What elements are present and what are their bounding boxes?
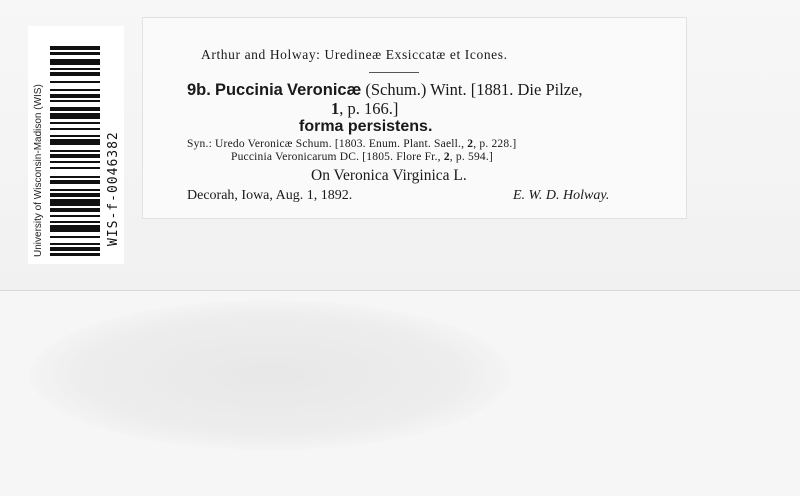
forma-name: forma persistens. <box>299 118 433 135</box>
volume-number: 1 <box>331 99 340 118</box>
exsiccata-number: 9b. <box>187 81 211 99</box>
reference: [1881. Die Pilze, <box>470 80 583 99</box>
title-divider <box>369 72 419 73</box>
synonym-2: Puccinia Veronicarum DC. [1805. Flore Fr., 2, p. 594.] <box>231 151 493 163</box>
collector-name: E. W. D. Holway. <box>513 188 610 203</box>
authority: (Schum.) Wint. <box>365 80 467 99</box>
barcode-label <box>28 26 124 264</box>
specimen-stain <box>30 300 510 450</box>
institution-text: University of Wisconsin-Madison (WIS) <box>33 84 44 257</box>
genus-name: Puccinia <box>214 81 283 99</box>
specimen-label <box>143 18 686 218</box>
reference-cont: 1, p. 166.] <box>331 99 399 118</box>
barcode-bars <box>50 46 100 256</box>
locality-date: Decorah, Iowa, Aug. 1, 1892. <box>187 188 353 203</box>
label-title: Arthur and Holway: Uredineæ Exsiccatæ et Icones. <box>201 47 508 62</box>
species-line <box>187 80 583 100</box>
barcode-stripe <box>50 253 100 255</box>
species-epithet: Veronicæ <box>286 81 362 99</box>
synonym-1: Syn.: Uredo Veronicæ Schum. [1803. Enum. Plant. Saell., 2, p. 228.] <box>187 138 517 150</box>
barcode-number: WIS-f-0046382 <box>106 131 121 246</box>
host-plant: On Veronica Virginica L. <box>311 167 467 184</box>
